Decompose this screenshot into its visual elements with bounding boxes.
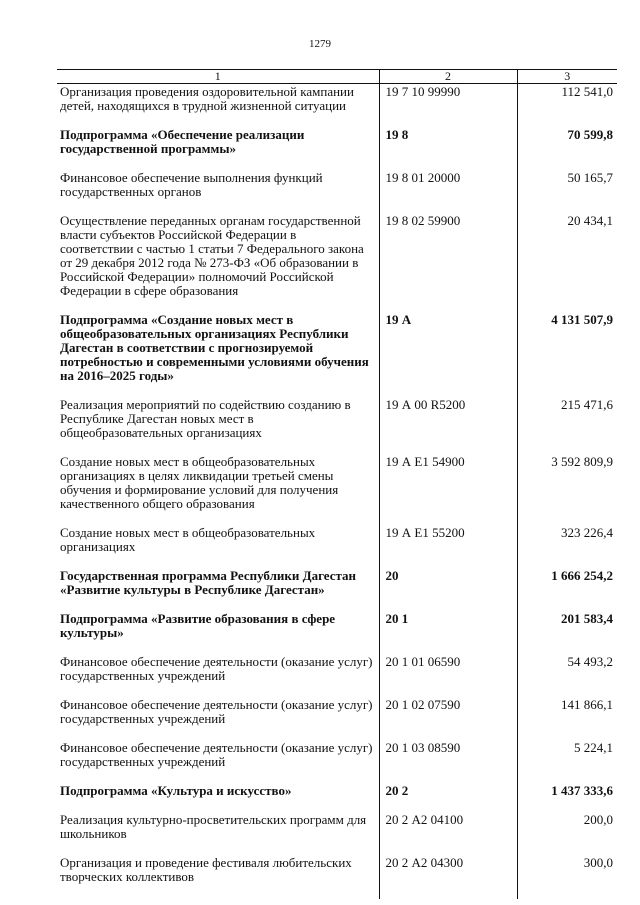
table-row [57,784,617,813]
row-amount-cell: 4 131 507,9 [517,313,617,398]
row-name-cell: Подпрограмма «Развитие образования в сфере культуры» [60,611,336,640]
row-amount-cell: 141 866,1 [517,698,617,741]
row-code-cell: 19 8 [379,128,517,171]
table-body [57,84,617,900]
row-amount-cell: 1 437 333,6 [517,784,617,813]
table-row [57,214,617,313]
row-code-cell: 19 7 10 99990 [379,84,517,129]
table-row [57,526,617,569]
table-row [57,128,617,171]
row-code-cell: 20 2 [379,784,517,813]
row-code-cell: 19 А Е1 55200 [379,526,517,569]
row-name-cell: Подпрограмма «Культура и искусство» [60,783,292,798]
row-code-cell: 19 А [379,313,517,398]
row-amount-cell: 5 224,1 [517,741,617,784]
row-code-cell: 20 1 03 08590 [379,741,517,784]
table-row [57,612,617,655]
table-row [57,569,617,612]
column-header-2: 2 [379,70,517,84]
row-amount-cell: 70 599,8 [517,128,617,171]
table-row [57,655,617,698]
row-name-cell: Осуществление переданных органам государственной власти субъектов Российской Федерации в соответствии с частью 1 статьи 7 Федерального закона от 29 декабря 2012 года № 273-ФЗ «Об образовании в Российской Федерации» полномочий Российской Федерации в сфере образования [60,213,364,298]
row-code-cell: 19 8 02 59900 [379,214,517,313]
column-header-3: 3 [517,70,617,84]
row-code-cell: 19 А Е1 54900 [379,455,517,526]
row-code-cell: 19 8 01 20000 [379,171,517,214]
row-code-cell: 20 1 [379,612,517,655]
row-amount-cell: 200,0 [517,813,617,856]
row-amount-cell: 201 583,4 [517,612,617,655]
table-row [57,313,617,398]
table-row [57,455,617,526]
row-name-cell: Создание новых мест в общеобразовательных организациях в целях ликвидации третьей смены обучения и формирование условий для получения качественного общего образования [60,454,339,511]
row-code-cell: 20 [379,569,517,612]
row-name-cell: Финансовое обеспечение деятельности (оказание услуг) государственных учреждений [60,654,373,683]
row-code-cell: 20 2 А2 04100 [379,813,517,856]
budget-table [57,69,617,899]
page-number: 1279 [309,38,331,50]
table-row [57,813,617,856]
row-amount-cell: 323 226,4 [517,526,617,569]
table-row [57,171,617,214]
row-amount-cell: 1 666 254,2 [517,569,617,612]
row-amount-cell: 50 165,7 [517,171,617,214]
row-name-cell: Финансовое обеспечение выполнения функций государственных органов [60,170,323,199]
row-name-cell: Финансовое обеспечение деятельности (оказание услуг) государственных учреждений [60,697,373,726]
row-amount-cell: 300,0 [517,856,617,899]
row-code-cell: 20 1 02 07590 [379,698,517,741]
row-code-cell: 19 А 00 R5200 [379,398,517,455]
row-name-cell: Организация проведения оздоровительной кампании детей, находящихся в трудной жизненной ситуации [60,84,354,113]
row-amount-cell: 215 471,6 [517,398,617,455]
row-name-cell: Подпрограмма «Обеспечение реализации государственной программы» [60,127,305,156]
row-code-cell: 20 2 А2 04300 [379,856,517,899]
row-name-cell: Подпрограмма «Создание новых мест в общеобразовательных организациях Республики Дагестан в соответствии с прогнозируемой потребностью и современными условиями обучения на 2016–2025 годы» [60,312,369,383]
row-name-cell: Создание новых мест в общеобразовательных организациях [60,525,316,554]
row-amount-cell: 3 592 809,9 [517,455,617,526]
table-row [57,741,617,784]
row-name-cell: Государственная программа Республики Дагестан «Развитие культуры в Республике Дагестан» [60,568,357,597]
row-name-cell: Реализация культурно-просветительских программ для школьников [60,812,367,841]
table-row [57,698,617,741]
row-amount-cell: 20 434,1 [517,214,617,313]
row-code-cell: 20 1 01 06590 [379,655,517,698]
column-header-1: 1 [57,70,379,84]
row-name-cell: Реализация мероприятий по содействию созданию в Республике Дагестан новых мест в общеобразовательных организациях [60,397,351,440]
table-row [57,856,617,899]
row-amount-cell: 54 493,2 [517,655,617,698]
row-name-cell: Организация и проведение фестиваля любительских творческих коллективов [60,855,352,884]
row-name-cell: Финансовое обеспечение деятельности (оказание услуг) государственных учреждений [60,740,373,769]
table-row [57,398,617,455]
table-header-row [57,70,617,84]
table-row [57,84,617,129]
row-amount-cell: 112 541,0 [517,84,617,129]
